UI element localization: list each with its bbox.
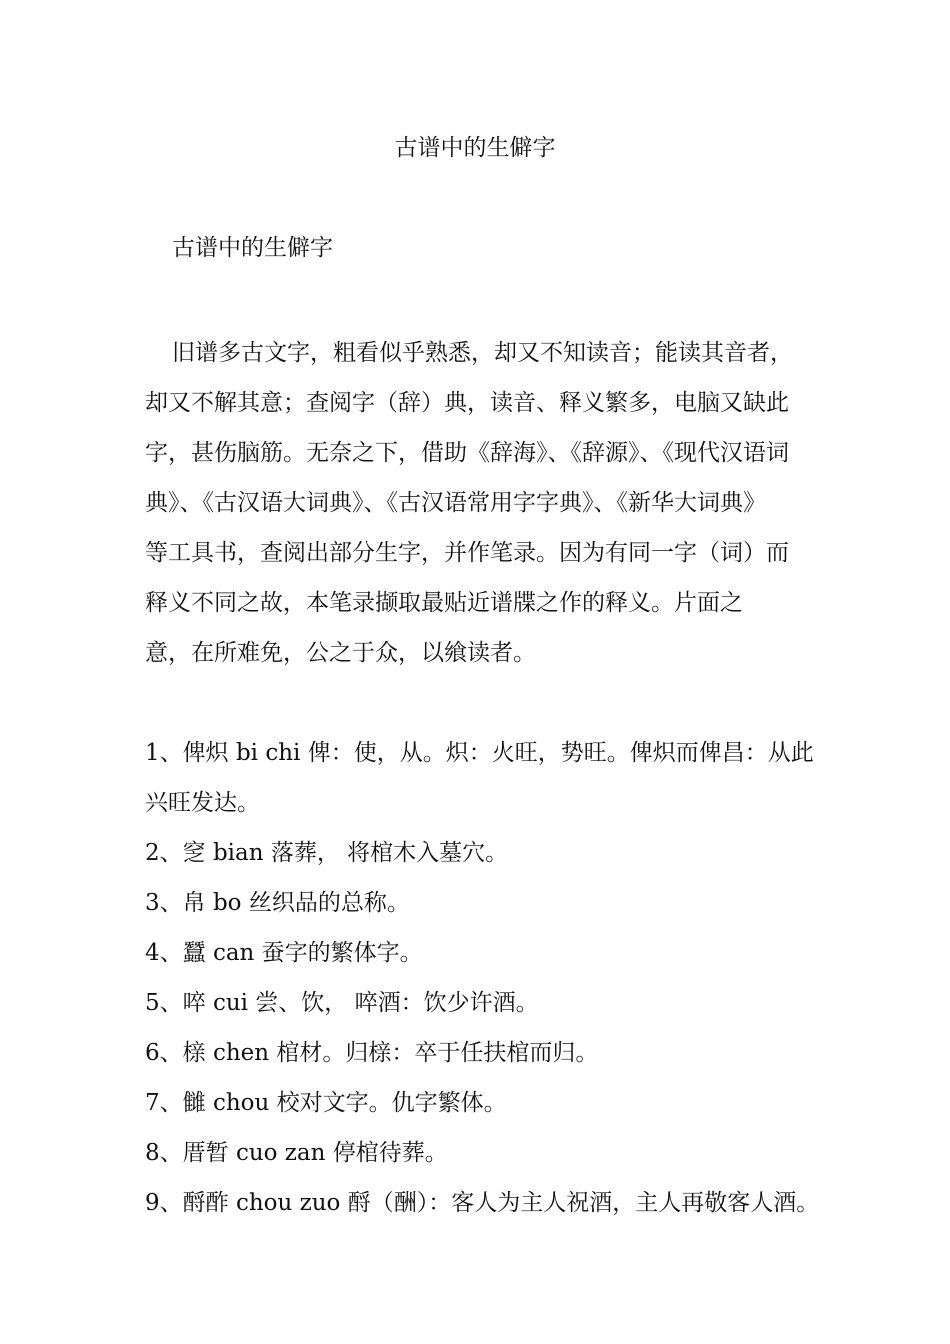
glossary-entry: 2、窆 bian 落葬， 将棺木入墓穴。 — [145, 840, 509, 866]
glossary-entry: 3、帛 bo 丝织品的总称。 — [145, 890, 410, 916]
intro-line: 意，在所难免，公之于众，以飨读者。 — [145, 640, 536, 666]
intro-line: 释义不同之故，本笔录撷取最贴近谱牒之作的释义。片面之 — [145, 590, 743, 616]
intro-line: 却又不解其意；查阅字（辞）典，读音、释义繁多，电脑又缺此 — [145, 390, 789, 416]
glossary-entry: 8、厝暂 cuo zan 停棺待葬。 — [145, 1140, 448, 1166]
intro-line: 典》、《古汉语大词典》、《古汉语常用字字典》、《新华大词典》 — [145, 490, 766, 516]
glossary-list — [145, 728, 835, 1228]
glossary-entry: 5、啐 cui 尝、饮， 啐酒：饮少许酒。 — [145, 990, 539, 1016]
glossary-entry: 9、酹酢 chou zuo 酹（酬）：客人为主人祝酒，主人再敬客人酒。 — [145, 1190, 820, 1216]
glossary-entry: 7、雠 chou 校对文字。仇字繁体。 — [145, 1090, 507, 1116]
glossary-entry: 6、榇 chen 棺材。归榇：卒于任扶棺而归。 — [145, 1040, 599, 1066]
section-heading: 古谱中的生僻字 — [172, 235, 333, 261]
page-title: 古谱中的生僻字 — [394, 135, 556, 161]
intro-line: 字，甚伤脑筋。无奈之下，借助《辞海》、《辞源》、《现代汉语词 — [145, 440, 789, 466]
glossary-entry: 兴旺发达。 — [145, 790, 260, 816]
intro-paragraph — [145, 328, 830, 678]
glossary-entry: 4、蠶 can 蚕字的繁体字。 — [145, 940, 423, 966]
intro-line: 等工具书，查阅出部分生字，并作笔录。因为有同一字（词）而 — [145, 540, 789, 566]
intro-line: 旧谱多古文字，粗看似乎熟悉，却又不知读音；能读其音者， — [172, 340, 793, 366]
glossary-entry: 1、俾炽 bi chi 俾：使，从。炽：火旺，势旺。俾炽而俾昌：从此 — [145, 740, 814, 766]
